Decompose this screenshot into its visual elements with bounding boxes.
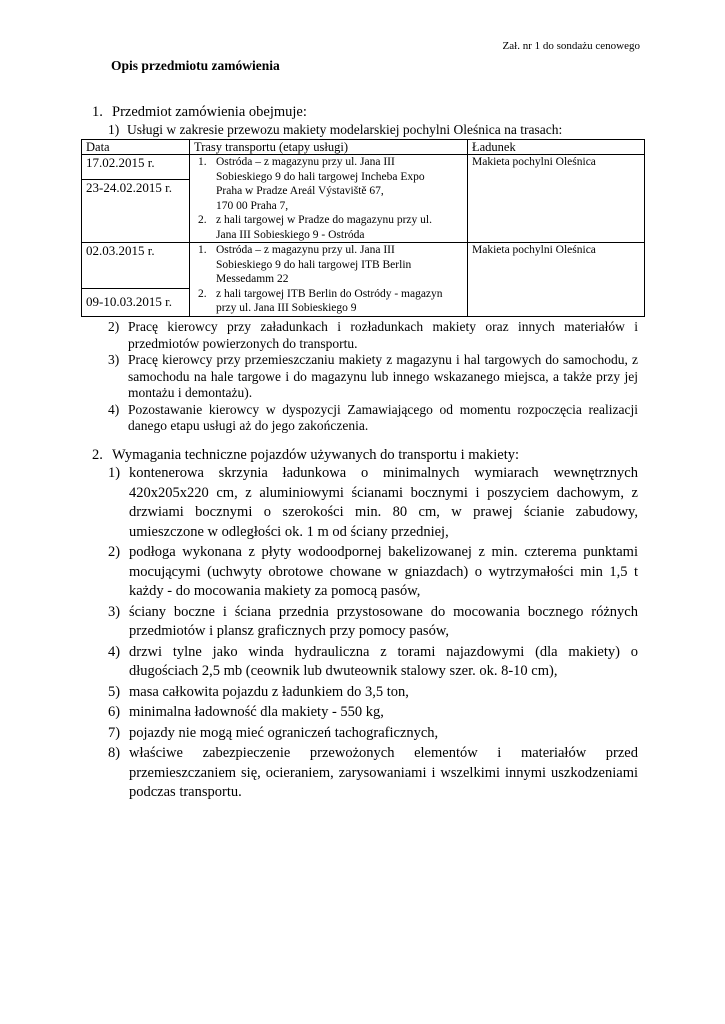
section-2-heading bbox=[92, 447, 519, 464]
item-text: właściwe zabezpieczenie przewożonych elementów i materiałów przed przemieszczaniem się, ocieraniem, zarysowaniami i wszelkimi innymi uszkodzeniami podczas transportu. bbox=[129, 745, 638, 800]
list-item bbox=[108, 543, 638, 602]
route-line: z hali targowej ITB Berlin do Ostródy - magazyn bbox=[216, 287, 443, 300]
header-date: Data bbox=[82, 140, 190, 155]
route-number: 1. bbox=[198, 244, 207, 256]
list-item bbox=[108, 603, 638, 642]
section-1-title: Przedmiot zamówienia obejmuje: bbox=[112, 104, 307, 120]
route-line: Jana III Sobieskiego 9 - Ostróda bbox=[216, 228, 365, 241]
route-line: przy ul. Jana III Sobieskiego 9 bbox=[216, 302, 357, 314]
item-number: 7) bbox=[108, 724, 121, 741]
route-line: Praha w Pradze Areál Výstaviště 67, bbox=[216, 185, 384, 197]
header-load: Ładunek bbox=[468, 140, 645, 155]
date-cell: 02.03.2015 r. bbox=[82, 243, 190, 289]
routes-cell bbox=[190, 243, 468, 317]
item-text: Pozostawanie kierowcy w dyspozycji Zamawiającego od momentu rozpoczęcia realizacji danego etapu usługi aż do jego zakończenia. bbox=[128, 401, 638, 433]
annex-note: Zał. nr 1 do sondażu cenowego bbox=[502, 40, 640, 52]
item-number: 4) bbox=[108, 643, 121, 660]
list-item bbox=[108, 319, 638, 352]
subitem-1 bbox=[108, 122, 562, 138]
item-number: 8) bbox=[108, 745, 121, 761]
subitem-1-text: Usługi w zakresie przewozu makiety modelarskiej pochylni Oleśnica na trasach: bbox=[127, 122, 563, 137]
route-line: Sobieskiego 9 do hali targowej Incheba Expo bbox=[216, 170, 425, 183]
route-number: 2. bbox=[198, 287, 207, 300]
section-1-number: 1. bbox=[92, 104, 103, 120]
transport-table bbox=[81, 139, 645, 317]
load-cell: Makieta pochylni Oleśnica bbox=[468, 155, 645, 243]
item-number: 3) bbox=[108, 603, 121, 620]
subitem-1-number: 1) bbox=[108, 122, 120, 137]
route-line: Ostróda – z magazynu przy ul. Jana III bbox=[216, 156, 395, 168]
item-text: pojazdy nie mogą mieć ograniczeń tachograficznych, bbox=[129, 724, 439, 741]
route-item bbox=[194, 213, 467, 242]
route-item bbox=[194, 155, 467, 213]
item-text: Pracę kierowcy przy załadunkach i rozładunkach makiety oraz innych materiałów i przedmiotów powierzonych do transportu. bbox=[128, 319, 638, 351]
item-number: 2) bbox=[108, 544, 121, 560]
route-line: 170 00 Praha 7, bbox=[216, 199, 289, 212]
item-text: ściany boczne i ściana przednia przystosowane do mocowania bocznego różnych przedmiotów i plansz graficznych przy pomocy pasów, bbox=[129, 603, 638, 639]
table-row bbox=[82, 243, 645, 289]
document-title: Opis przedmiotu zamówienia bbox=[111, 58, 280, 73]
route-number: 2. bbox=[198, 214, 207, 226]
list-item bbox=[108, 464, 638, 542]
item-text: podłoga wykonana z płyty wodoodpornej bakelizowanej z min. czterema punktami mocującymi (uchwyty obrotowe chowane w gniazdach) o wytrzymałości min 1,5 t każdy - do mocowania makiety za pomocą pasów, bbox=[129, 544, 638, 599]
section-2-title: Wymagania techniczne pojazdów używanych do transportu i makiety: bbox=[112, 447, 519, 463]
list-item bbox=[108, 683, 638, 703]
item-text: drzwi tylne jako winda hydrauliczna z torami najazdowymi (dla makiety) o długościach 2,5 mb (ceownik lub dwuteownik stalowy szer. ok. 8-10 cm), bbox=[129, 643, 638, 679]
list-item bbox=[108, 724, 638, 744]
route-line: z hali targowej w Pradze do magazynu przy ul. bbox=[216, 214, 432, 226]
route-item bbox=[194, 287, 467, 316]
section-1-heading bbox=[92, 104, 307, 121]
load-cell: Makieta pochylni Oleśnica bbox=[468, 243, 645, 317]
item-number: 3) bbox=[108, 352, 120, 367]
item-number: 1) bbox=[108, 465, 121, 481]
item-text: masa całkowita pojazdu z ładunkiem do 3,5 ton, bbox=[129, 683, 409, 700]
route-line: Ostróda – z magazynu przy ul. Jana III bbox=[216, 244, 395, 256]
route-item bbox=[194, 243, 467, 287]
date-cell: 09-10.03.2015 r. bbox=[82, 289, 190, 316]
item-number: 2) bbox=[108, 319, 120, 334]
routes-cell bbox=[190, 155, 468, 243]
date-cell: 23-24.02.2015 r. bbox=[82, 180, 190, 243]
list-item bbox=[108, 703, 638, 723]
item-text: Pracę kierowcy przy przemieszczaniu makiety z magazynu i hal targowych do samochodu, z samochodu na hale targowe i do magazynu lub innego wskazanego miejsca, a także przy jej montażu i demontażu). bbox=[128, 352, 638, 400]
route-line: Sobieskiego 9 do hali targowej ITB Berlin bbox=[216, 258, 412, 271]
item-text: minimalna ładowność dla makiety - 550 kg, bbox=[129, 704, 384, 720]
section-2-number: 2. bbox=[92, 447, 103, 463]
date-cell: 17.02.2015 r. bbox=[82, 155, 190, 180]
header-routes: Trasy transportu (etapy usługi) bbox=[190, 140, 468, 155]
table-header-row bbox=[82, 140, 645, 155]
list-item bbox=[108, 352, 638, 402]
table-row bbox=[82, 155, 645, 180]
item-text: kontenerowa skrzynia ładunkowa o minimalnych wymiarach wewnętrznych 420x205x220 cm, z aluminiowymi ścianami bocznymi i poszyciem dachowym, z drzwiami bocznymi o szerokości min. 80 cm, w prawej ścianie zabudowy, umieszczone w odległości ok. 1 m od ściany przedniej, bbox=[129, 465, 638, 540]
list-item bbox=[108, 402, 638, 435]
route-number: 1. bbox=[198, 156, 207, 168]
route-line: Messedamm 22 bbox=[216, 273, 289, 285]
item-number: 5) bbox=[108, 683, 121, 700]
list-item bbox=[108, 744, 638, 803]
section-2-items bbox=[108, 464, 638, 803]
list-item bbox=[108, 643, 638, 682]
item-number: 6) bbox=[108, 704, 121, 720]
item-number: 4) bbox=[108, 401, 120, 417]
section-1-items bbox=[108, 319, 638, 435]
